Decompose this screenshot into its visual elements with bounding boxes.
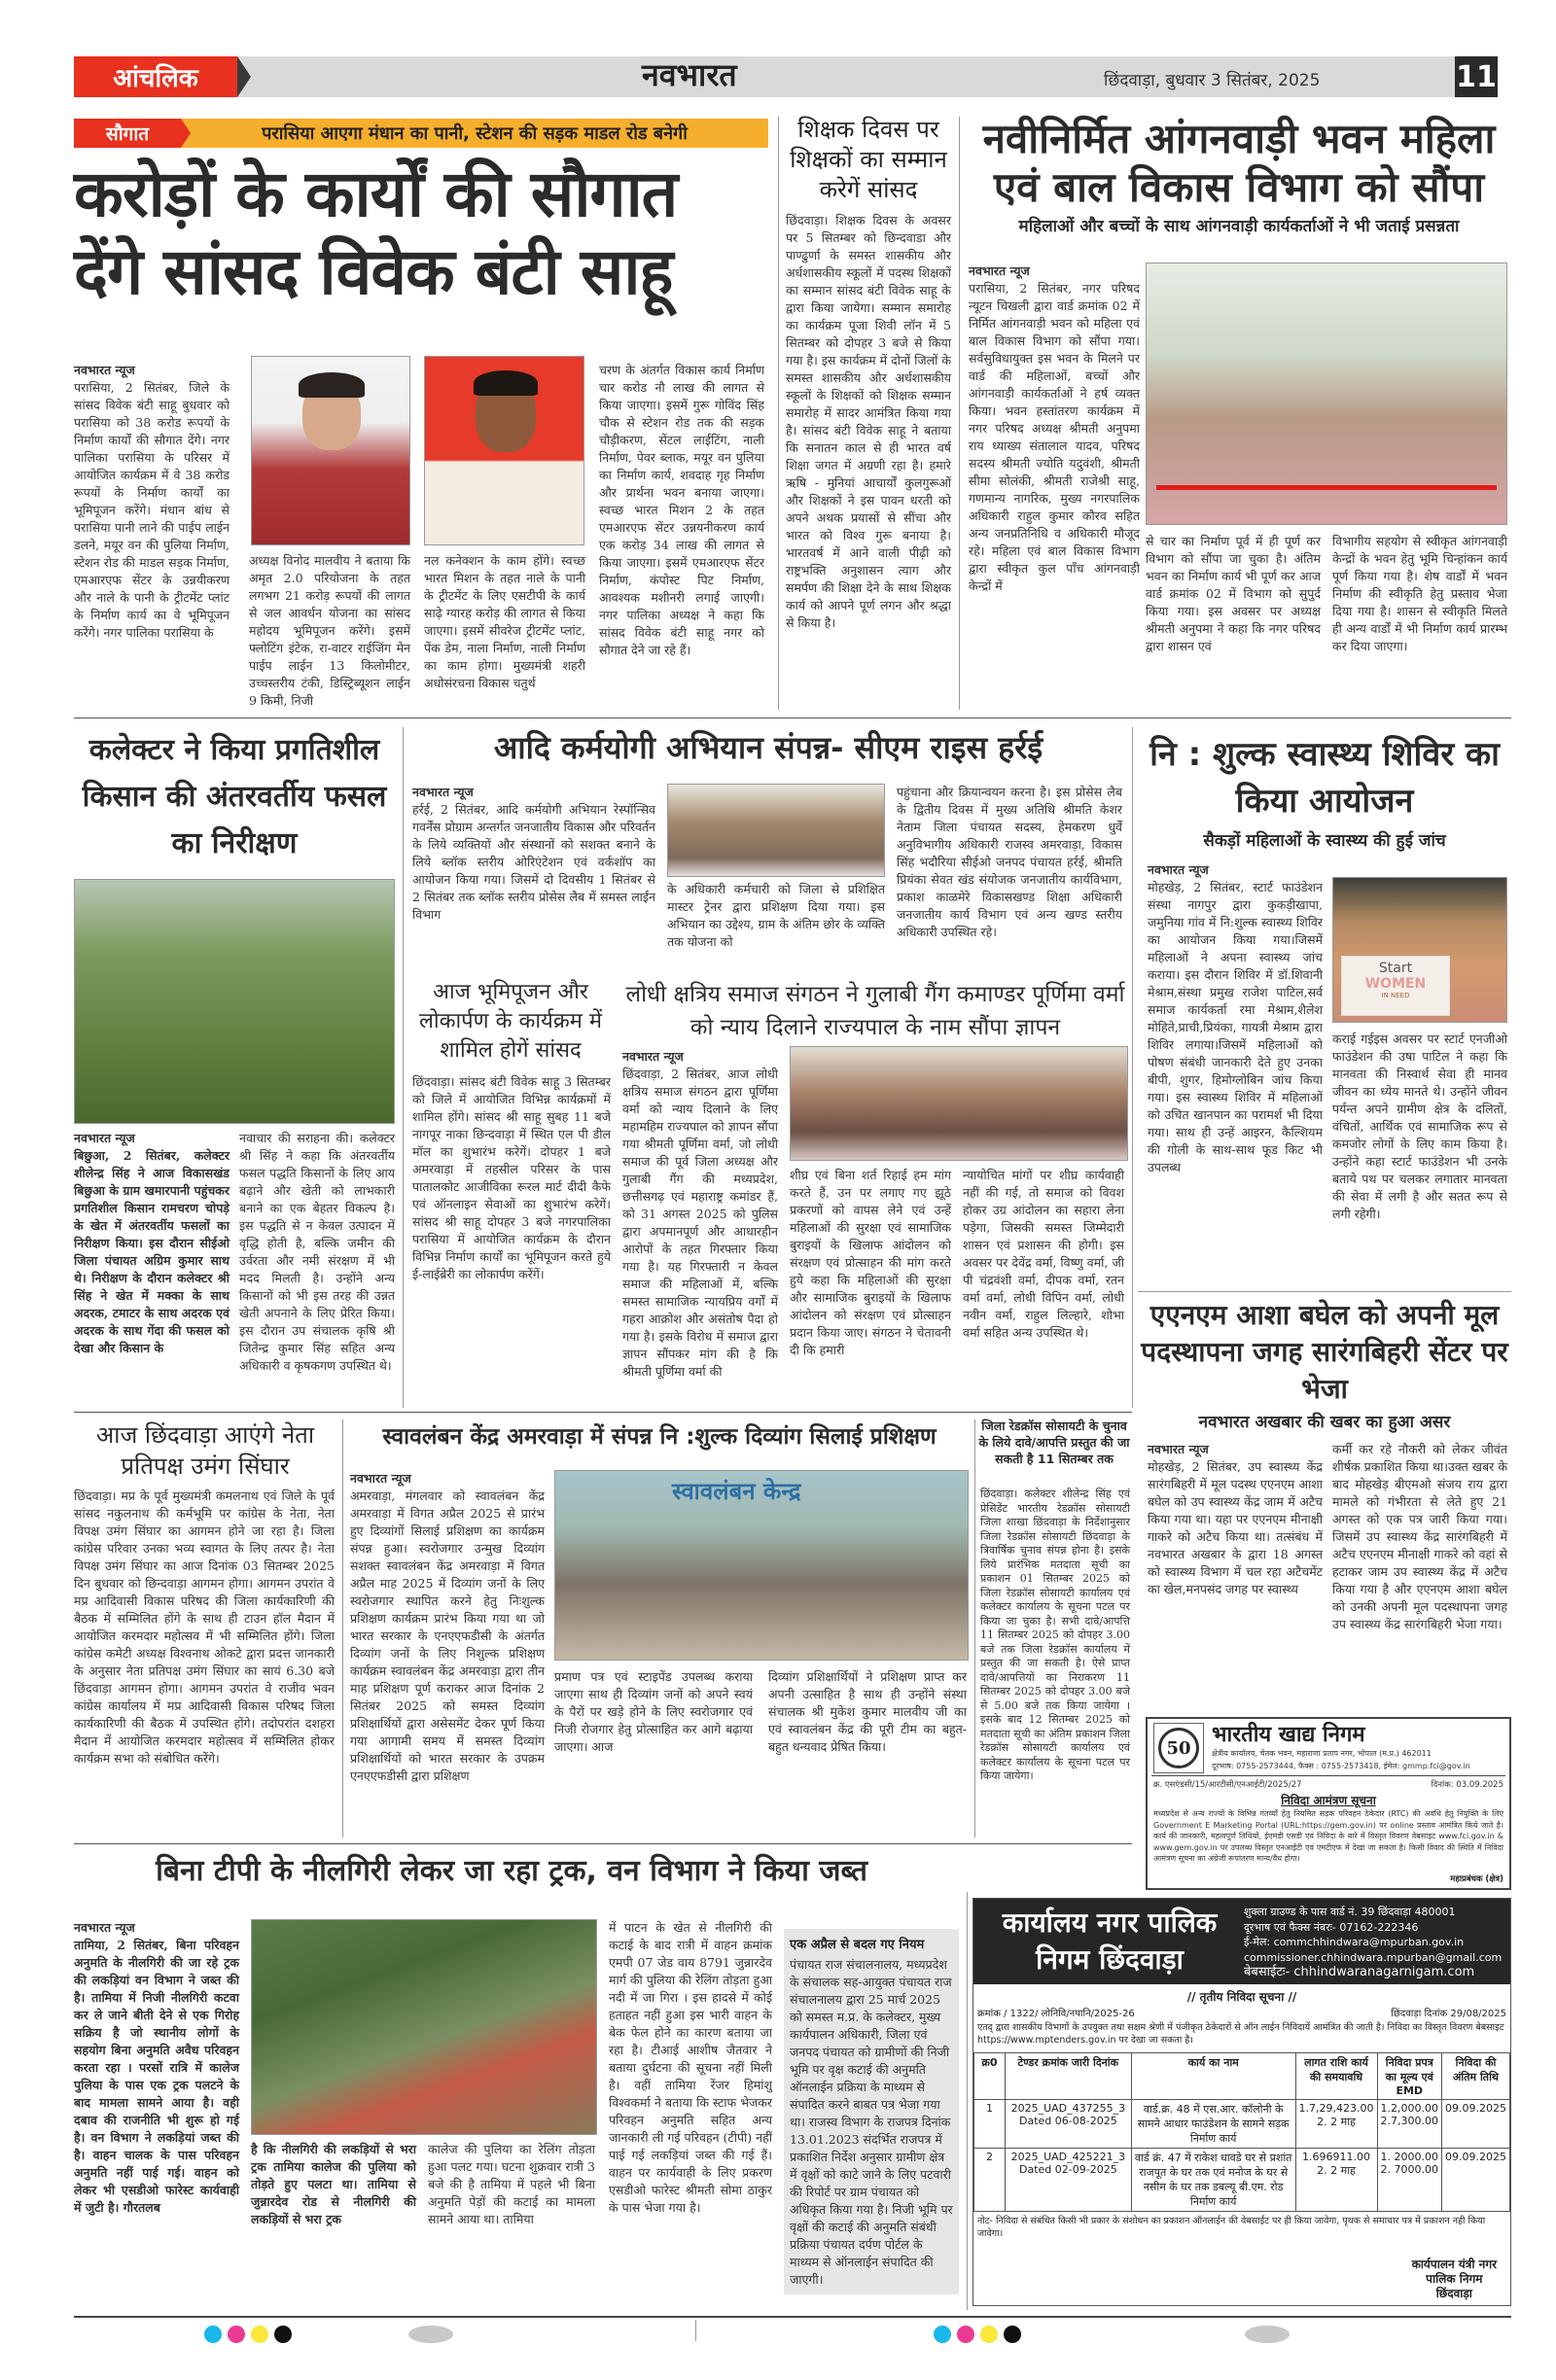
fci-signatory: महाप्रबंधक (क्षेत्र) — [1450, 1874, 1503, 1884]
emd: 2.7,300.00 — [1380, 2115, 1438, 2127]
asha-column-1 — [1148, 1441, 1323, 1598]
divider — [1151, 1775, 1505, 1776]
fci-logo — [1153, 1723, 1204, 1773]
lead-column-4: चरण के अंतर्गत विकास कार्य निर्माण चार करोड नौ लाख की लागत से किया जाएगा। इसमें गुरू गोविंद सिंह चौक से स्टेशन रोड तक की सड़क चौड़ीकरण, सेंटल लाईटिंग, नाली निर्माण, पेवर ब्लाक, मयूर वन पुलिया का निर्माण कार्य, शवदाह गृह निर्माण और प्रार्थना भवन बनाया जाएगा। स्वच्छ भारत मिशन 2 के तहत एमआरएफ सेंटर उन्नयनीकरण कार्य एक करोड़ 34 लाख की लागत से किया जाएगा। इसमें एमआरएफ सेंटर निर्माण, कंपोस्ट पिट निर्माण, आवश्यक मशीनरी लगाई जाएगी। नगर पालिका अध्यक्ष ने कहा कि सांसद विवेक बंटी साहू नगर को सौगात देने जा रहे हैं। — [599, 363, 764, 657]
cyan-dot-icon — [204, 2326, 222, 2343]
lodhi-column-3: न्यायोचित मांगों पर शीघ्र कार्यवाही नहीं की गई, तो समाज को विवश होकर उग्र आंदोलन का सहारा लेना पड़ेगा, जिसकी समस्त जिम्मेदारी शासन एवं प्रशासन की होगी। इस अवसर पर देवेंद्र वर्मा, विष्णु वर्मा, जी पी चंद्रवंशी वर्मा, दीपक वर्मा, रतन वर्मा वर्मा, लोधी विपिन वर्मा, लोधी नवीन वर्मा, राहुल लिल्हारे, शोभा वर्मा सहित अन्य उपस्थित थे। — [963, 1168, 1124, 1340]
fee: 1.2,000.00 — [1380, 2102, 1438, 2115]
nilgiri-column-1 — [74, 1919, 239, 2217]
black-dot-icon — [274, 2326, 292, 2343]
section-arrow-icon — [237, 56, 251, 97]
column-divider — [967, 1892, 968, 2310]
nigam-notice-title: // तृतीय निविदा सूचना // — [1186, 1990, 1297, 2004]
nilgiri-headline: बिना टीपी के नीलगिरी लेकर जा रहा ट्रक, वन विभाग ने किया जब्त — [156, 1854, 867, 1888]
banner-word: Start — [1378, 961, 1413, 976]
cell-tender: 2025_UAD_425221_3 Dated 02-09-2025 — [1005, 2149, 1131, 2212]
cell-work: वार्ड क्रं. 47 में राकेश धावडे घर से प्रशांत राजपूत के घर तक एवं मनोज के घर से नसीम के घर तक डबल्यू बी.एम. रोड निर्माण कार्य — [1131, 2149, 1295, 2212]
nigam-email-2: commissioner.chhindwara.mpurban@gmail.com — [1244, 1950, 1503, 1964]
article-text: मोहखेड़, 2 सितंबर, स्टार्ट फाउंडेशन संस्था नागपुर द्वारा कुकड़ीखापा, जमुनिया गांव में नि:शुल्क स्वास्थ्य शिविर का आयोजन किया गया।जिसमें महिलाओं ने अपना स्वास्थ्य जांच कराया। इस दौरान शिविर में डॉ.शिवानी मेश्राम,संस्था प्रमुख राजेश पाटिल,सर्व समाज कार्यकर्ता रमा मेश्राम,शैलेश मोहिते,प्राची,प्रियंका, गायत्री मेश्राम द्वारा शिविर लगाया।जिसमें महिलाओं को पोषण संबंधी जानकारी देते हुए उनका बीपी, शुगर, हिमोग्लोबिन जांच किया गया। इस स्वास्थ्य शिविर में महिलाओं को उचित खानपान का परामर्श भी दिया गया। साथ ही उन्हें आइरन, कैल्शियम की गोली के साथ-साथ फूड किट भी उपलब्ध — [1148, 880, 1323, 1174]
teachers-body: छिंदवाड़ा। शिक्षक दिवस के अवसर पर 5 सितम्बर को छिन्दवाडा और पाण्ढुर्णा के समस्त शासकीय और अर्धशासकीय स्कूलों में पदस्थ शिक्षकों का सम्मान सांसद बंटी विवेक साहू के द्वारा किया जायेगा। सम्मान समारोह का कार्यक्रम पूजा शिवी लॉन में 5 सितम्बर को दोपहर 3 बजे से किया गया है। इस कार्यक्रम में दोनों जिलों के समस्त शासकीय और अर्धशासकीय स्कूलों के शिक्षकों को शिक्षक सम्मान समारोह में सादर आमंत्रित किया गया है। सांसद बंटी विवेक साहू ने बताया कि सनातन काल से ही भारत वर्ष शिक्षा जगत में अग्रणी रहा है। हमारे ऋषि - मुनियां आचार्यों कुलगुरूओं और शिक्षकों ने इस पावन धरती को अपने अथक प्रयासों से सींचा और भारत को विश्व गुरू बनाया है। भारतवर्ष में आने वाली पीढ़ी को राष्ट्रभक्ति अनुशासन त्याग और समर्पण की शिक्षा देने के साथ शिक्षक कार्य को आपने पूर्ण लगन और श्रद्धा से किया है। — [786, 213, 951, 630]
health-column-2: कराई गईइस अवसर पर स्टार्ट एनजीओ फाउंडेशन की उषा पाटिल ने कहा कि मानवता की निस्वार्थ सेवा ही मानव जीवन का ध्येय मानते थे। उन्होंने जीवन पर्यन्त अपने ग्रामीण क्षेत्र के दलितों, वंचितों, आर्थिक एवं सामाजिक रूप से कमजोर लोगों के लिए काम किया है। उन्होंने कहा स्टार्ट फाउंडेशन भी उनके बताये पथ पर चलकर लगातार मानवता की सेवा में लगी है और सतत रूप से लगी रहेगी। — [1332, 1032, 1507, 1221]
article-text: अमरवाड़ा, मंगलवार को स्वावलंबन केंद्र अमरवाड़ा में विगत अप्रैल 2025 से प्रारंभ हुए दिव्यांगों सिलाई प्रशिक्षण का कार्यक्रम संपन्न हुआ। स्वरोजगार उन्मुख दिव्यांग सशक्त स्वावलंबन केंद्र अमरवाड़ा में विगत अप्रैल माह 2025 में दिव्यांग जनों के लिए स्वरोजगार स्थापित करने हेतु निःशुल्क प्रशिक्षण कार्यक्रम प्रारंभ किया गया था जो भारत सरकार के एनएएफडीसी के अंतर्गत दिव्यांग जनों के लिए निशुल्क प्रशिक्षण कार्यक्रम स्वावलंबन केंद्र अमरवाड़ा द्वारा तीन माह प्रशिक्षण पूर्ण कराकर आज दिनांक 2 सितंबर 2025 को समस्त दिव्यांग प्रशिक्षार्थियों द्वारा असेसमेंट देकर पूर्ण किया गया आगामी समय में समस्त दिव्यांग प्रशिक्षार्थियों को भारत सरकार के उपक्रम एनएएफडीसी द्वारा प्रशिक्षण — [350, 1488, 545, 1783]
hair-shape — [299, 372, 365, 398]
nigam-email-1: ई-मेल: commchhindwara@mpurban.gov.in — [1244, 1936, 1465, 1948]
section-divider — [74, 1843, 1132, 1844]
magenta-dot-icon — [228, 2326, 245, 2343]
column-divider — [342, 1419, 343, 1838]
fci-date: दिनांक: 03.09.2025 — [1431, 1780, 1503, 1790]
mp-photo — [251, 356, 410, 545]
nigam-signatory — [1412, 2258, 1497, 2301]
column-divider — [1132, 727, 1133, 1408]
col-header: कार्य का नाम — [1131, 2053, 1295, 2100]
section-label: आंचलिक — [74, 56, 237, 97]
byline: नवभारत न्यूज — [1148, 1442, 1209, 1456]
swavalamban-column-3: दिव्यांग प्रशिक्षार्थियों ने प्रशिक्षण प्राप्त कर अपनी उत्साहित है साथ ही उन्होंने संस्था संचालक श्री मुकेश कुमार मालवीय जी का एवं स्वावलंबन केंद्र की पूरी टीम का बहुत-बहुत धन्यवाद प्रेषित किया। — [768, 1669, 967, 1754]
lead-column-3: नल कनेक्शन के काम होंगे। स्वच्छ भारत मिशन के तहत नाले के पानी के ट्रीटमेंट के लिए एसटीपी के कार्य साढ़े ग्यारह करोड़ की लागत से किया जाएगा। इसमें सीवरेज ट्रीटमेंट प्लांट, पेंक डेम, नाला निर्माण, नाली निर्माण का काम होगा। मुख्यमंत्री शहरी अधोसंरचना विकास चतुर्थ — [424, 553, 585, 690]
fci-body: मध्यप्रदेश से अन्य राज्यों के विभिन्न गंतव्यों हेतु नियमित सड़क परिवहन ठेकेदार (RTC) की अवधि हेतु नियुक्ति के लिए Government E Marketing Portal (URL:https://gem.gov.in) पर online प्रस्ताव आमंत्रित किये जाते है। कार्य की जानकारी, महत्वपूर्ण तिथियों, ईएमडी एसडी एवं निविदा के बारे में विस्तृत विवरण वेबसाइट www.fci.gov.in & www.gem.gov.in पर उपलब्ध विस्तृत एनआईटी एवं एमटीएफ में देखा जा सकता है। किसी विवाद की स्थिति में निविदा आमंत्रण सूचना का अंग्रेजी रूपांतरण मान्य/वैध होगा। — [1153, 1809, 1503, 1863]
kicker-bar: परासिया आएगा मंधान का पानी, स्टेशन की सड़क माडल रोड बनेगी — [181, 119, 768, 148]
article-text: परासिया, 2 सितंबर, नगर परिषद न्यूटन चिखली द्वारा वार्ड क्रमांक 02 में निर्मित आंगनवाड़ी भवन को महिला एवं बाल विकास विभाग को सौंपा गया। सर्वसुविधायुक्त इस भवन के मिलने पर वार्ड की महिलाओं, बच्चों और आंगनवाड़ी कार्यकर्ताओं ने हर्ष व्यक्त किया। भवन हस्तांतरण कार्यक्रम में नगर परिषद अध्यक्ष श्रीमती अनुपमा राय ध्याख्य संतालाल यादव, परिषद सदस्य श्रीमती ज्योति यदुवंशी, श्रीमती सीमा सोलंकी, श्रीमती राजेश्री साहू, गणमान्य नागरिक, मुख्य नगरपालिक अधिकारी राहुल कुमार कौरव सहित अन्य जनप्रतिनिधि व अधिकारी मौजूद रहे। महिला एवं बाल विकास विभाग द्वारा स्वीकृत कुल पाँच आंगनवाड़ी केन्द्रों में — [969, 281, 1140, 593]
swavalamban-headline: स्वावलंबन केंद्र अमरवाड़ा में संपन्न नि :शुल्क दिव्यांग सिलाई प्रशिक्षण — [382, 1424, 937, 1450]
lodhi-column-2: शीघ्र एवं बिना शर्त रिहाई हम मांग करते हैं, उन पर लगाए गए झूठे प्रकरणों को वापस लेने एवं उन्हें महिलाओं की सुरक्षा एवं सामाजिक बुराइयों के खिलाफ आंदोलन को संरक्षण एवं प्रोत्साहन की मांग करते हुये कहा कि महिलाओं की सुरक्षा और सामाजिक बुराइयों के खिलाफ आंदोलन को संरक्षण एवं प्रोत्साहन प्रदान किया जाए। संगठन ने चेतावनी दी कि हमारी — [790, 1168, 951, 1357]
anganwadi-column-2: से चार का निर्माण पूर्व में ही पूर्ण कर विभाग को सौंपा जा चुका है। अंतिम भवन का निर्माण कार्य भी पूर्ण कर आज वार्ड क्रमांक 02 में विभाग को सुपुर्द किया गया। इस अवसर पर अध्यक्ष श्रीमती अनुपमा ने कहा कि नगर परिषद द्वारा शासन एवं — [1146, 534, 1321, 653]
rules-box — [784, 1929, 959, 2294]
adi-column-3: पहुंचाना और क्रियान्वयन करना है। इस प्रोसेस लैब के द्वितीय दिवस में मुख्य अतिथि श्रीमति केशर नेताम जिला पंचायत सदस्य, हेमकरण धुर्वे अनुविभागीय अधिकारी राजस्व अमरवाड़ा, विकास सिंह भदौरिया सीईओ जनपद पंचायत हर्रई, श्रीमति प्रियंका सेवत खंड संयोजक जनजातीय कार्यविभाग, प्रकाश काळमेरे विकासखण्ड शिक्षा अधिकारी जनजातीय कार्य विभाग एवं अन्य खण्ड स्तरीय अधिकारी उपस्थित रहे। — [897, 785, 1122, 939]
signatory-line: कार्यपालन यंत्री नगर — [1411, 2258, 1497, 2271]
nigam-date: छिंदवाड़ा दिनांक 29/08/2025 — [1391, 2009, 1506, 2019]
article-text: हर्रई, 2 सितंबर, आदि कर्मयोगी अभियान रेस्पॉन्सिव गवर्नेंस प्रोग्राम अन्तर्गत जनजातीय विकास और परिवर्तन के लिये व्यक्तियों और संस्थानों को सशक्त बनाने के लिये ब्लॉक स्तरीय ओरिएंटेशन एवं वर्कशॉप का आयोजन किया गया। जिसमें दो दिवसीय 1 सितंबर से 2 सितंबर तक ब्लॉक स्तरीय प्रोसेस लैब में समस्त लाईन विभाग — [412, 802, 655, 922]
tender-table — [973, 2052, 1510, 2212]
nigam-phone: दूरभाष एवं फैक्स नंबरः- 07162-222346 — [1244, 1920, 1419, 1934]
asha-subhead: नवभारत अखबार की खबर का हुआ असर — [1198, 1413, 1451, 1432]
byline: नवभारत न्यूज — [74, 363, 135, 377]
nilgiri-column-2: में पाटन के खेत से नीलगिरी की कटाई के बाद रात्री में वाहन क्रमांक एमपी 07 जेड वाय 8791 जुन्नारदेव मार्ग की पुलिया की रेलिंग तोड़ता हुआ नदी में जा गिरा । इस हादसे में कोई हताहत नहीं हुआ इस भारी वाहन के बेक फेल होने का कारण बताया जा रहा है। टीआई आशीष जैतवार ने बताया दुर्घटना की सूचना नहीं मिली है। वहीं तामिया रेंजर हिमांशु विश्वकर्मा ने बताया कि स्टाफ भेजकर परिवहन अनुमति सहित अन्य जानकारी ली गई परिवहन (टीपी) नहीं पाई गई लकड़ियां जब्त की गई हैं। वाहन पर कार्यवाही के लिए प्रकरण एसडीओ फारेस्ट श्रीमती सोमा ठाकुर के पास भेजा गया है। — [609, 1920, 772, 2215]
chairman-photo — [424, 356, 584, 545]
fci-address: क्षेत्रीय कार्यालय, चेतक भवन, महाराणा प्रताप नगर, भोपाल (म.प्र.) 462011 — [1212, 1749, 1432, 1758]
lodhi-headline: लोधी क्षत्रिय समाज संगठन ने गुलाबी गैंग कमाण्डर पूर्णिमा वर्मा को न्याय दिलाने राज्यपाल के नाम सौंपा ज्ञापन — [625, 982, 1125, 1040]
signatory-line: छिंदवाड़ा — [1435, 2287, 1472, 2300]
article-text: छिंदवाड़ा, 2 सितंबर, आज लोधी क्षत्रिय समाज संगठन द्वारा पूर्णिमा वर्मा को न्याय दिलाने के लिए महामहिम राज्यपाल को ज्ञापन सौंपा गया श्रीमती पूर्णिमा वर्मा, जो लोधी समाज की पूर्व जिला अध्यक्ष और गुलाबी गैंग की मध्यप्रदेश, छत्तीसगढ़ एवं महाराष्ट्र कमांडर हैं, को 31 अगस्त 2025 को पुलिस द्वारा अपमानपूर्ण और आधारहीन आरोपों के तहत गिरफ्तार किया गया है। यह गिरफ्तारी न केवल समाज की महिलाओं में, बल्कि समस्त सामाजिक न्यायप्रिय वर्गों में गहरा आक्रोश और असंतोष पैदा हो गया है। इसके विरोध में समाज द्वारा ज्ञापन सौंपकर मांग की है कि श्रीमती पूर्णिमा वर्मा की — [622, 1067, 778, 1379]
swavalamban-photo — [554, 1470, 969, 1661]
col-header: निविदा की अंतिम तिथि — [1442, 2053, 1510, 2100]
article-text: मोहखेड़, 2 सितंबर, उप स्वास्थ्य केंद्र सारंगबिहरी में मूल पदस्थ एएनएम आशा बघेल को उप स्वास्थ्य केंद्र जाम में अटैच किया गया था। यहा पर एएनएम मीनाक्षी गाकरे को अटैच किया था। तत्संबंध में नवभारत अखबार के द्वारा 18 अगस्त को स्वास्थ्य विभाग में चल रहा अटैचमेंट का खेल,मनपसंद जगह पर स्वास्थ्य — [1148, 1459, 1323, 1596]
cell-last-date: 09.09.2025 — [1442, 2100, 1510, 2149]
emd: 2. 7000.00 — [1380, 2163, 1438, 2176]
registration-dots — [934, 2326, 1021, 2343]
cell-fee — [1377, 2100, 1442, 2149]
registration-dots — [204, 2326, 292, 2343]
col-header: लागत राशि कार्य की समयावधि — [1295, 2053, 1377, 2100]
cell-sno: 2 — [974, 2149, 1006, 2212]
banner-word: IN NEED — [1381, 992, 1410, 999]
fci-title: भारतीय खाद्य निगम — [1212, 1723, 1365, 1747]
nigam-website: बेबसाईटः- chhindwaranagarnigam.com — [1244, 1965, 1475, 1979]
section-divider — [74, 1412, 1132, 1413]
teachers-headline: शिक्षक दिवस पर शिक्षकों का सम्मान करेगें सांसद — [790, 116, 947, 203]
umang-headline: आज छिंदवाड़ा आएंगे नेता प्रतिपक्ष उमंग सिंघार — [95, 1421, 315, 1480]
byline: नवभारत न्यूज — [969, 263, 1030, 278]
rules-box-title: एक अप्रैल से बदल गए नियम — [790, 1938, 925, 1952]
magenta-dot-icon — [957, 2326, 974, 2343]
page-number: 11 — [1455, 56, 1498, 97]
logo-50-icon: 50 — [1158, 1728, 1199, 1768]
paper-name: नवभारत — [642, 56, 737, 93]
column-divider — [778, 117, 779, 710]
registration-oval-icon — [408, 2326, 453, 2343]
anganwadi-column-1 — [969, 262, 1140, 595]
tender-table-wrap — [973, 2052, 1510, 2243]
lead-headline-line2: देंगे सांसद विवेक बंटी साहू — [74, 234, 673, 309]
cyan-dot-icon — [934, 2326, 951, 2343]
lead-headline-line1: करोड़ों के कार्यों की सौगात — [74, 157, 678, 231]
byline: नवभारत न्यूज — [622, 1049, 684, 1064]
lead-column-1 — [74, 362, 230, 642]
truck-photo — [251, 1919, 597, 2135]
sign-text: स्वावलंबन केन्द्र — [672, 1478, 801, 1505]
nigam-address: शुक्ला ग्राउण्ड के पास वार्ड नं. 39 छिंदवाड़ा 480001 — [1244, 1906, 1456, 1918]
ribbon-shape — [1156, 485, 1497, 490]
col-header: निविदा प्रपत्र का मूल्य एवं EMD — [1377, 2053, 1442, 2100]
collector-photo — [74, 879, 395, 1124]
banner-word: WOMEN — [1364, 976, 1427, 992]
hair-shape — [474, 370, 538, 396]
byline: नवभारत न्यूज — [74, 1131, 135, 1145]
article-text: तामिया, 2 सितंबर, बिना परिवहन अनुमति के नीलगिरी की जा रहे ट्रक की लकड़ियां वन विभाग ने जब्त की है। तामिया में निजी नीलगिरी कटवा कर ले जाने बीती देने से एक गिरोह सक्रिय है जो स्थानीय लोगों के सहयोग बिना अनुमति अवैध परिवहन करता रहा । परसों रात्रि में कालेज पुलिया के पास एक ट्रक पलटने के बाद मामला सामने आया है। वही दबाव की राजनीति भी शुरू हो गई है। वन विभाग ने लकड़ियां जब्त की है। वाहन चालक के पास परिवहन अनुमति नहीं पाई गई। वाहन को लेकर भी एसडीओ फारेस्ट कार्यवाही में जुटी है। गौरतलब — [74, 1938, 239, 2215]
rules-box-body: पंचायत राज संचालनालय, मध्यप्रदेश के संचालक सह-आयुक्त पंचायत राज संचालनालय द्वारा 25 मार्च 2025 को समस्त म.प्र. के कलेक्टर, मुख्य कार्यपालन अधिकारी, जिला एवं जनपद पंचायत को ग्रामीणों की निजी भूमि पर वृक्ष कटाई की अनुमति ऑनलाईन प्रक्रिया के माध्यम से संपादित करने बाबत पत्र भेजा गया था। राजस्व विभाग के राजपत्र दिनांक 13.01.2023 संदर्भित राजपत्र में प्रकाशित निर्देश अनुसार ग्रामीण क्षेत्र में वृक्षों को काटे जाने के लिए पटवारी की रिपोर्ट पर ग्राम पंचायत को अधिकृत किया गया है। निजी भूमि पर वृक्षों की कटाई की अनुमति संबंधी प्रक्रिया पंचायत दर्पण पोर्टल के माध्यम से ऑनलाईन संपादित की जाएगी। — [790, 1957, 953, 2287]
fee: 1. 2000.00 — [1380, 2151, 1438, 2163]
kicker-label: सौगात — [74, 119, 181, 148]
fci-contact: दूरभाष: 0755-2573444, फैक्स : 0755-2573418, ईमेल: gmmp.fci@gov.in — [1212, 1762, 1470, 1770]
cell-last-date: 09.09.2025 — [1442, 2149, 1510, 2212]
nigam-intro: एतद् द्वारा शासकीय विभागों के उपयुक्त तथा सक्षम श्रेणी में पंजीकृत ठेकेदारों से ऑन लाईन निविदायें आमंत्रित की जाती है। निविदा का विस्तृत विवरण बेबसाइट https://www.mptenders.gov.in पर देखा जा सकता है। — [977, 2022, 1504, 2046]
cell-tender: 2025_UAD_437255_3 Dated 06-08-2025 — [1005, 2100, 1131, 2149]
column-divider — [403, 727, 404, 1408]
byline: नवभारत न्यूज — [350, 1471, 411, 1486]
swavalamban-column-1 — [350, 1470, 545, 1785]
asha-column-2: कर्मी कर रहे नौकरी को लेकर जीवंत शीर्षक प्रकाशित किया था।उक्त खबर के बाद मोहखेड़ बीएमओ संजय राय द्वारा मामले को गंभीरता से लेते हुए 21 अगस्त को एक पत्र जारी किया गया।जिसमें उप स्वास्थ्य केंद्र सारंगबिहरी में अटैच एएनएम मीनाक्षी गाकरे को वहां से हटाकर जाम उप स्वास्थ्य केंद्र में अटैच किया गया है और एएनएम आशा बघेल को उनकी अपनी मूल पदस्थापना जगह उप स्वास्थ्य केंद्र सारंगबिहरी भेजा गया। — [1332, 1442, 1507, 1631]
nagar-nigam-advertisement — [972, 1898, 1511, 2306]
article-text: परासिया, 2 सितंबर, जिले के सांसद विवेक बंटी साहू बुधवार को परासिया को 38 करोड रूपयों के निर्माण कार्यों की सौगात देंगे। नगर पालिका परासिया के परिसर में आयोजित कार्यक्रम में वे 38 करोड रूपयों के निर्माण कार्यों का भूमिपूजन करेंगे। मंधान बांध से परासिया पानी लाने की पाईप लाईन डलने, मयूर वन की पुलिया निर्माण, स्टेशन रोड की माडल सड़क निर्माण, एमआरएफ सेंटर के उन्नयीकरण और नाले के पानी के ट्रीटमेंट प्लांट के निर्माण कार्य का वे भूमिपूजन करेंगे। नगर पालिका परासिया के — [74, 380, 230, 640]
cost: 1.7,29,423.00 — [1298, 2102, 1374, 2115]
table-row — [974, 2100, 1510, 2149]
asha-headline: एएनएम आशा बघेल को अपनी मूल पदस्थापना जगह सारंगबिहरी सेंटर पर भेजा — [1141, 1299, 1508, 1405]
cell-work: वार्ड.क्र. 48 में एस.आर. कॉलोनी के सामने आधार फाउंडेशन के सामने सड़क निर्माण कार्य — [1131, 2100, 1295, 2149]
umang-body: छिंदवाड़ा। मप्र के पूर्व मुख्यमंत्री कमलनाथ एवं जिले के पूर्व सांसद नकुलनाथ की कर्मभूमि पर कांग्रेस के नेता, नेता विपक्ष उमंग सिंघार का आगमन होने जा रहा है। जिला कांग्रेस परिवार उनका भव्य स्वागत के लिए तत्पर है। नेता विपक्ष उमंग सिंघार का आज दिनांक 03 सितम्बर 2025 दिन बुधवार को छिन्दवाड़ा आगमन होगा। आगमन उपरांत वे मप्र आदिवासी विकास परिषद की जिला कार्यकारिणी की बैठक में सम्मिलित होंगे के साथ ही टाउन हॉल मैदान में आयोजित करमदार महोत्सव में भी सम्मिलित होंगे। जिला कांग्रेस कमेटी अध्यक्ष विश्वनाथ ओकटे द्वारा प्रदत्त जानकारी के अनुसार नेता प्रतिपक्ष उमंग सिंघार का सायं 6.30 बजे छिंदवाड़ा आगमन होगा। आगमन उपरांत वे राजीव भवन कांग्रेस कार्यालय में मप्र आदिवासी विकास परिषद जिला कार्यकारिणी की बैठक में उपस्थित होंगे। तदोपरांत दशहरा मैदान में आयोजित करमदार महोत्सव में सम्मिलित होकर कार्यक्रम सभा को संबोधित करेंगे। — [74, 1488, 335, 1766]
nigam-ref: क्रमांक / 1322/ लोनिवि/नपानि/2025-26 — [977, 2009, 1135, 2019]
adi-column-2: के अधिकारी कर्मचारी को जिला से प्रशिक्षित मास्टर ट्रेनर द्वारा प्रशिक्षण दिया गया। इस अभियान का उद्देश्य, ग्राम के अंतिम छोर के व्यक्ति तक योजना को — [667, 882, 885, 949]
fci-advertisement — [1146, 1717, 1511, 1890]
kicker-arrow-icon — [181, 119, 191, 148]
health-subhead: सैकड़ों महिलाओं के स्वास्थ्य की हुई जांच — [1203, 831, 1446, 851]
cell-cost — [1295, 2149, 1377, 2212]
column-divider — [974, 1419, 975, 1838]
cost: 1.696911.00 — [1302, 2151, 1371, 2163]
health-headline: नि : शुल्क स्वास्थ्य शिविर का किया आयोजन — [1149, 735, 1500, 821]
col-header: क्र0 — [974, 2053, 1006, 2100]
yellow-dot-icon — [251, 2326, 268, 2343]
health-photo — [1332, 877, 1507, 1023]
collector-column-1 — [74, 1130, 230, 1357]
byline: नवभारत न्यूज — [412, 785, 474, 799]
collector-column-2: नवाचार की सराहना की। कलेक्टर श्री सिंह ने कहा कि अंतरवर्तीय फसल पद्धति किसानों के लिए आय बढ़ाने और खेती को लाभकारी बनाने का एक बेहतर विकल्प है। इस पद्धति से न केवल उत्पादन में वृद्धि होती है, बल्कि जमीन की उर्वरता और नमी संरक्षण में भी मदद मिलती है। उन्होंने अन्य किसानों को भी इस तरह की उन्नत खेती अपनाने के लिए प्रेरित किया। इस दौरान उप संचालक कृषि श्री जितेन्द्र कुमार सिंह सहित अन्य अधिकारी व कृषकगण उपस्थित थे। — [239, 1131, 395, 1373]
nigam-title-line1: कार्यालय नगर पालिक — [1002, 1907, 1218, 1939]
truck-caption: है कि नीलगिरी की लकड़ियों से भरा ट्रक तामिया कालेज की पुलिया को तोड़ते हुए पलटा था। तामिया से जुन्नारदेव रोड से नीलगिरी की लकड़ियों से भरा ट्रक — [251, 2142, 416, 2226]
adi-photo — [667, 784, 885, 877]
lodhi-column-1 — [622, 1048, 778, 1381]
lead-column-2: अध्यक्ष विनोद मालवीय ने बताया कि अमृत 2.0 परियोजना के तहत लगभग 21 करोड़ रूपयों की लागत से जल आवर्धन योजना का सांसद महोदय भूमिपूजन करेंगे। इसमें फ्लोटिंग इंटेक, रा-वाटर राईजिंग मेन पाईप लाईन 13 किलोमीटर, उच्चस्तरीय टंकी, डिस्ट्रिब्यूशन लाईन 9 किमी, निजी — [249, 553, 410, 708]
health-column-1 — [1148, 861, 1323, 1176]
anganwadi-subhead: महिलाओं और बच्चों के साथ आंगनवाड़ी कार्यकर्ताओं ने भी जताई प्रसन्नता — [1018, 217, 1460, 236]
collector-headline: कलेक्टर ने किया प्रगतिशील किसान की अंतरवर्तीय फसल का निरीक्षण — [82, 733, 387, 860]
duration: 2. 2 माह — [1317, 2116, 1356, 2128]
nigam-contact — [1244, 1905, 1502, 1980]
article-text: बिछुआ, 2 सितंबर, कलेक्टर शीलेन्द्र सिंह ने आज विकासखंड बिछुआ के ग्राम खमारपानी पहुंचकर प्रगतिशील किसान रामचरण चोपड़े के खेत में अंतरवर्तीय फसलों का निरीक्षण किया। इस दौरान सीईओ जिला पंचायत अग्रिम कुमार साथ थे। निरीक्षण के दौरान कलेक्टर श्री सिंह ने खेत में मक्का के साथ अदरक, टमाटर के साथ अदरक एवं अदरक के साथ गेंदा की फसल को देखा और किसान के — [74, 1148, 230, 1355]
table-row — [974, 2149, 1510, 2212]
bhoomipujan-headline: आज भूमिपूजन और लोकार्पण के कार्यक्रम में शामिल होगें सांसद — [418, 980, 603, 1063]
adi-column-1 — [412, 784, 655, 924]
anganwadi-column-3: विभागीय सहयोग से स्वीकृत आंगनवाड़ी केन्द्रों के भवन हेतु भूमि चिन्हांकन कार्य पूर्ण किया गया है। शेष वार्डों में भवन निर्माण की स्वीकृति हेतु प्रस्ताव भेजा दिया गया है। शासन से स्वीकृति मिलते ही अन्य वार्डों में भी निर्माण कार्य प्रारम्भ कर दिया जाएगा। — [1332, 534, 1507, 653]
dateline: छिंदवाड़ा, बुधवार 3 सितंबर, 2025 — [1104, 71, 1321, 90]
footer-rule — [74, 2316, 1511, 2318]
cell-sno: 1 — [974, 2100, 1006, 2149]
swavalamban-column-2: प्रमाण पत्र एवं स्टाइपेंड उपलब्ध कराया जाएगा साथ ही दिव्यांग जनों को अपने स्वयं के पैरों पर खड़े होने के लिए स्वरोजगार एवं निजी रोजगार हेतु प्रोत्साहित कर आगे बढ़ाया जाएगा। आज — [554, 1669, 753, 1754]
byline: नवभारत न्यूज — [1148, 862, 1209, 877]
nilgiri-column-2-top: कालेज की पुलिया का रेलिंग तोड़ता हुआ पलट गया। घटना शुक्रवार रात्री 3 बजे की है तामिया में पहले भी बिना अनुमति पेड़ों की कटाई का मामला सामने आया था। तामिया — [428, 2142, 595, 2226]
duration: 2. 2 माह — [1317, 2164, 1356, 2177]
signatory-line: पालिक निगम — [1426, 2272, 1483, 2286]
black-dot-icon — [1004, 2326, 1021, 2343]
byline: नवभारत न्यूज — [74, 1920, 135, 1935]
yellow-dot-icon — [980, 2326, 998, 2343]
anganwadi-photo — [1146, 262, 1507, 525]
registration-oval-icon — [1245, 2326, 1290, 2343]
redcross-body: छिंदवाड़ा। कलेक्टर शीलेन्द्र सिंह एवं प्रेसिडेंट भारतीय रेडक्रॉस सोसायटी जिला शाखा छिंदवाड़ा के निर्देशानुसार जिला रेडक्रॉस सोसायटी छिंदवाड़ा के त्रिवार्षिक चुनाव संपन्न होना है। इसके लिये प्रारंभिक मतदाता सूची का प्रकाशन 01 सितम्बर 2025 को जिला रेडक्रॉस सोसायटी कार्यालय एवं कलेक्टर कार्यालय के सूचना पटल पर किया जा चुका है। सभी दावे/आपत्ति 11 सितम्बर 2025 को दोपहर 3.00 बजे तक जिला रेडक्रॉस कार्यालय में प्रस्तुत की जा सकती है। ऐसे प्राप्त दावे/आपत्तियों का निराकरण 11 सितम्बर 2025 को दोपहर 3.00 बजे से 5.00 बजे तक किया जायेगा । इसके बाद 12 सितम्बर 2025 को मतदाता सूची का अंतिम प्रकाशन जिला रेडक्रॉस सोसायटी कार्यालय एवं कलेक्टर कार्यालय के सूचना पटल पर किया जायेगा। — [980, 1488, 1130, 1782]
cell-fee — [1377, 2149, 1442, 2212]
adi-headline: आदि कर्मयोगी अभियान संपन्न- सीएम राइस हर्रई — [493, 729, 1043, 766]
fci-ref: क्र. एसएंडसी/15/आरटीसी/एनआईटी/2025/27 — [1153, 1780, 1302, 1790]
banner-shape — [1341, 956, 1450, 1016]
table-header-row — [974, 2053, 1510, 2100]
bhoomipujan-body: छिंदवाड़ा। सांसद बंटी विवेक साहू 3 सितम्बर को जिले में आयोजित विभिन्न कार्यक्रमों में शामिल होंगे। सांसद श्री साहू सुबह 11 बजे नागपूर नाका छिन्दवाड़ा में स्थित एल पी डील मॉल का शुभारंभ करेगें। दोपहर 1 बजे अमरवाड़ा में तहसील परिसर के पास पातालकोट आजीविका रूरल मार्ट दीदी कैफे एवं ऑनलाइन सेवाओं का शुभारंभ करेगें। सांसद श्री साहू दोपहर 3 बजे नगरपालिका परासिया में आयोजित कार्यक्रम के दौरान विभिन्न निर्माण कार्यों का भूमिपूजन करते हुये ई-लाईब्रेरी का लोकार्पण करेंगें। — [412, 1074, 611, 1281]
section-divider — [1138, 1291, 1511, 1292]
fci-notice-title: निविदा आमंत्रण सूचना — [1281, 1794, 1376, 1807]
nigam-note: नोट- निविदा से संबंधित किसी भी प्रकार के संशोधन का प्रकाशन ऑनलाईन की वेबसाईट पर ही किया जावेगा, पृथक से समाचार पत्र में प्रकाशन नही किया जावेगा। — [977, 2216, 1486, 2239]
col-header: टेण्डर क्रमांक जारी दिनांक — [1005, 2053, 1131, 2100]
anganwadi-headline: नवीनिर्मित आंगनवाड़ी भवन महिला एवं बाल विकास विभाग को सौंपा — [982, 115, 1496, 211]
lodhi-photo — [790, 1046, 1128, 1161]
nigam-title-line2: निगम छिंदवाड़ा (म.प्र.) — [1036, 1943, 1184, 2012]
cell-cost — [1295, 2100, 1377, 2149]
lead-headline — [74, 156, 774, 311]
redcross-headline: जिला रेडक्रॉस सोसायटी के चुनाव के लिये दावे/आपत्ति प्रस्तुत की जा सकती है 11 सितम्बर तक — [978, 1418, 1130, 1466]
column-divider — [959, 117, 960, 710]
center-mark — [695, 2320, 696, 2341]
